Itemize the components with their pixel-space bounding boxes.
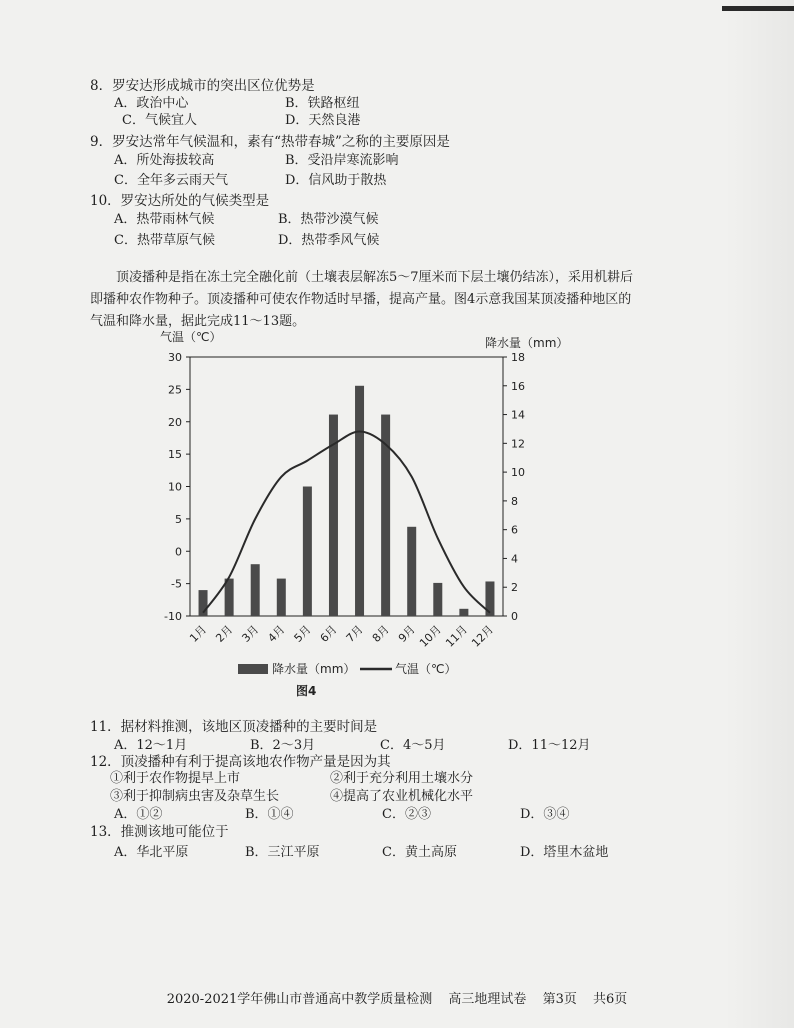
left-tick-label: 5	[175, 512, 182, 526]
question-11-option-d: D．11～12月	[508, 738, 591, 753]
page-footer	[0, 988, 794, 1007]
question-9-option-c: C．全年多云雨天气	[114, 173, 228, 188]
right-tick-label: 16	[511, 379, 525, 393]
precipitation-bar	[407, 527, 416, 616]
figure-caption: 图4	[296, 684, 317, 698]
precipitation-bar	[303, 487, 312, 617]
right-tick-label: 2	[511, 581, 518, 595]
left-tick-label: -10	[164, 610, 182, 623]
right-tick-label: 12	[511, 437, 525, 451]
month-label: 10月	[417, 622, 444, 650]
plot-frame	[190, 357, 503, 616]
legend-temperature-label: 气温（℃）	[395, 662, 457, 676]
question-12-item-1: ①利于农作物提早上市	[110, 771, 241, 786]
legend-precipitation-label: 降水量（mm）	[272, 662, 356, 676]
question-10-option-b: B．热带沙漠气候	[278, 212, 379, 227]
question-11-option-a: A．12～1月	[114, 738, 188, 753]
left-tick-label: 20	[168, 415, 182, 429]
month-label: 1月	[187, 622, 210, 645]
question-8-option-a: A．政治中心	[114, 96, 189, 111]
y-axis-title: 气温（℃）	[160, 330, 222, 344]
question-12-item-4: ④提高了农业机械化水平	[330, 789, 474, 804]
scan-edge-shadow	[724, 0, 794, 1028]
left-tick-label: 25	[168, 383, 182, 397]
precipitation-bar	[355, 386, 364, 616]
left-tick-label: 15	[168, 448, 182, 462]
question-12-option-b: B．①④	[245, 807, 294, 822]
month-label: 5月	[291, 622, 314, 645]
left-tick-label: -5	[171, 577, 182, 591]
left-tick-label: 30	[168, 351, 182, 364]
question-12-stem: 12．顶凌播种有利于提高该地农作物产量是因为其	[90, 754, 391, 770]
footer-page-total: 共6页	[593, 992, 628, 1007]
question-13-stem: 13．推测该地可能位于	[90, 824, 229, 840]
material-passage: 顶凌播种是指在冻土完全融化前（土壤表层解冻5～7厘米而下层土壤仍结冻），采用机耕后即播种农作物种子。顶凌播种可使农作物适时早播，提高产量。图4示意我国某顶凌播种地区的气温和降水量，据此完成11～13题。	[90, 270, 634, 329]
month-label: 9月	[395, 622, 418, 645]
right-tick-label: 10	[511, 466, 525, 480]
temperature-line	[203, 431, 490, 612]
y2-axis-title: 降水量（mm）	[485, 336, 569, 350]
precipitation-bar	[251, 564, 260, 616]
question-8-option-d: D．天然良港	[285, 113, 361, 128]
question-10-option-d: D．热带季风气候	[278, 233, 380, 248]
month-label: 8月	[369, 622, 392, 645]
right-tick-label: 0	[511, 610, 518, 623]
right-tick-label: 18	[511, 351, 525, 364]
question-12-option-d: D．③④	[520, 807, 570, 822]
question-8-stem: 8．罗安达形成城市的突出区位优势是	[90, 78, 315, 94]
question-9-stem: 9．罗安达常年气候温和，素有“热带春城”之称的主要原因是	[90, 134, 450, 150]
precipitation-bar	[459, 609, 468, 616]
right-tick-label: 14	[511, 408, 525, 422]
precipitation-bar	[277, 579, 286, 616]
footer-subject: 高三地理试卷	[448, 992, 527, 1007]
question-9-option-d: D．信风助于散热	[285, 173, 387, 188]
month-label: 4月	[265, 622, 288, 645]
question-13-option-d: D．塔里木盆地	[520, 845, 609, 860]
question-13-option-c: C．黄土高原	[382, 845, 457, 860]
footer-page-number: 第3页	[542, 992, 577, 1007]
left-tick-label: 0	[175, 545, 182, 559]
question-12-item-3: ③利于抑制病虫害及杂草生长	[110, 789, 280, 804]
month-label: 12月	[469, 622, 497, 650]
question-8-option-b: B．铁路枢纽	[285, 96, 360, 111]
right-tick-label: 6	[511, 523, 518, 537]
right-tick-label: 8	[511, 494, 518, 508]
left-tick-label: 10	[168, 480, 182, 494]
question-10-stem: 10．罗安达所处的气候类型是	[90, 193, 270, 209]
month-label: 7月	[343, 622, 366, 645]
question-9-option-b: B．受沿岸寒流影响	[285, 153, 399, 168]
footer-exam-name: 2020-2021学年佛山市普通高中教学质量检测	[166, 992, 433, 1007]
month-label: 11月	[443, 622, 470, 650]
question-8-option-c: C．气候宜人	[122, 113, 197, 128]
question-12-option-a: A．①②	[114, 807, 163, 822]
right-tick-label: 4	[511, 552, 518, 566]
question-13-option-a: A．华北平原	[114, 845, 189, 860]
question-13-option-b: B．三江平原	[245, 845, 320, 860]
precipitation-bar	[433, 583, 442, 616]
question-11-option-b: B．2～3月	[250, 738, 316, 753]
climate-chart	[150, 325, 570, 705]
month-label: 2月	[213, 622, 236, 645]
question-9-option-a: A．所处海拔较高	[114, 153, 215, 168]
question-12-item-2: ②利于充分利用土壤水分	[330, 771, 474, 786]
question-10-option-a: A．热带雨林气候	[114, 212, 215, 227]
question-11-stem: 11．据材料推测，该地区顶凌播种的主要时间是	[90, 719, 378, 735]
question-12-option-c: C．②③	[382, 807, 431, 822]
question-11-option-c: C．4～5月	[380, 738, 446, 753]
month-label: 3月	[239, 622, 262, 645]
month-label: 6月	[317, 622, 340, 645]
legend-bar-swatch	[238, 664, 268, 674]
question-10-option-c: C．热带草原气候	[114, 233, 215, 248]
